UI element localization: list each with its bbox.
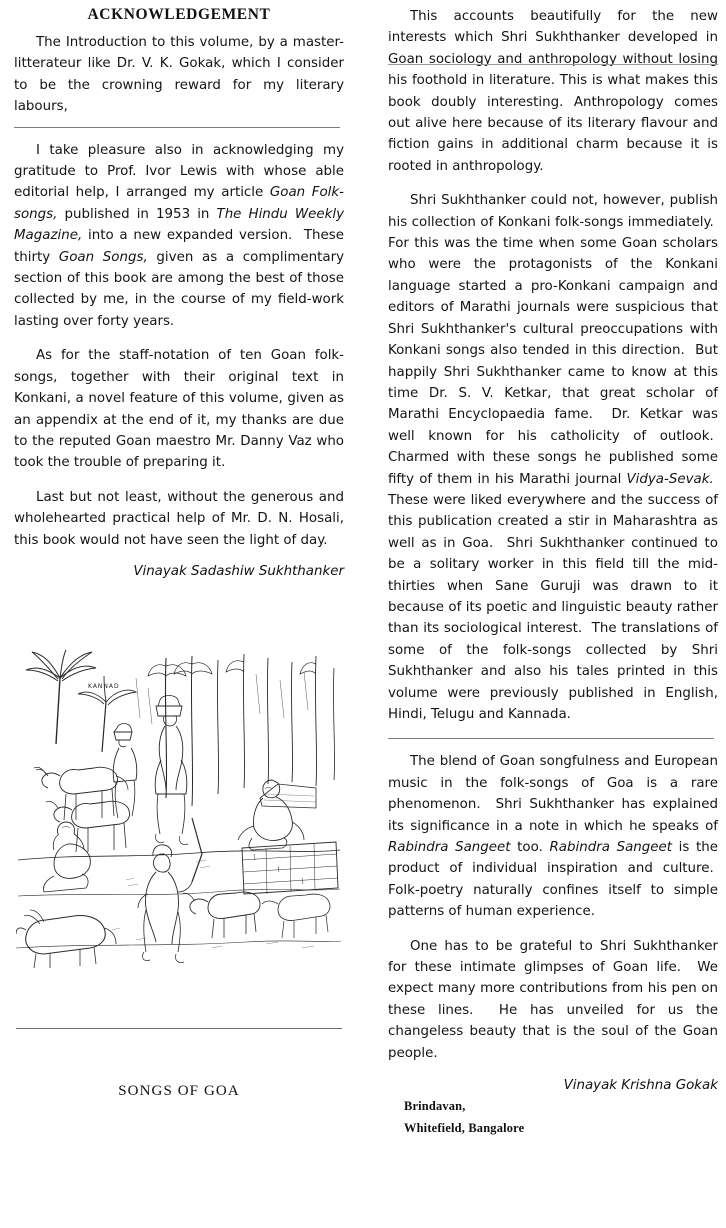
paragraph-acknowledging: I take pleasure also in acknowledging my gratitude to Prof. Ivor Lewis with whose able editorial help, I arranged my article Goan Folk-songs, published in 1953 in The Hindu Weekly Magazine, into a new expanded version. These thirty Goan Songs, given as a complimentary section of this book are among the best of those collected by me, in the course of my field-work lasting over forty years. <box>14 142 344 329</box>
paragraph-blend: The blend of Goan songfulness and European music in the folk-songs of Goa is a rare phenomenon. Shri Sukhthanker has explained its significance in a note in which he speaks of Rabindra Sangeet too. Rabindra Sangeet is the product of individual inspiration and culture. Folk-poetry naturally confines itself to simple patterns of human experience. <box>388 754 719 920</box>
address-line-1: Brindavan, <box>404 1099 466 1114</box>
paragraph-staff-notation: As for the staff-notation of ten Goan folk-songs, together with their original text in Konkani, a novel feature of this volume, given as an appendix at the end of it, my thanks are due to the reputed Goan maestro Mr. Danny Vaz who took the trouble of preparing it. <box>14 348 344 471</box>
divider-songs <box>16 1028 342 1029</box>
address-line-2: Whitefield, Bangalore <box>404 1121 525 1136</box>
divider <box>14 127 340 128</box>
section-title: SONGS OF GOA <box>118 1083 240 1099</box>
paragraph-hosali: Last but not least, without the generous and wholehearted practical help of Mr. D. N. Hosali, this book would not have seen the light of day. <box>14 489 344 548</box>
page-title: ACKNOWLEDGEMENT <box>87 6 271 23</box>
paragraph-ack-intro: The Introduction to this volume, by a master-litterateur like Dr. V. K. Gokak, which I consider to be the crowning reward for my literary labours, <box>14 35 344 115</box>
paragraph-accounts: This accounts beautifully for the new interests which Shri Sukhthanker developed in Goan sociology and anthropology without losing his foothold in literature. This is what makes this book doubly interesting. Anthropology comes out alive here because of its literary flavour and fiction gains in additional charm because it is rooted in anthropology. <box>388 9 718 174</box>
illustration-goan-village-scene <box>16 648 342 968</box>
right-column <box>388 6 718 1137</box>
signature-right: Vinayak Krishna Gokak <box>563 1078 718 1094</box>
paragraph-konkani-collection: Shri Sukhthanker could not, however, publish his collection of Konkani folk-songs immediately. For this was the time when some Goan scholars who were the protagonists of the Konkani language started a pro-Konkani campaign and editors of Marathi journals were suspicious that Shri Sukhthanker's cultural preoccupations with Konkani songs also tended in this direction. But happily Shri Sukhthanker came to know at this time Dr. S. V. Ketkar, that great scholar of Marathi Encyclopaedia fame. Dr. Ketkar was well known for his catholicity of outlook. Charmed with these songs he published some fifty of them in his Marathi journal Vidya-Sevak. These were liked everywhere and the success of this publication created a stir in Maharashtra as well as in Goa. Shri Sukhthanker continued to be a solitary worker in this field till the mid-thirties when Sane Guruji was drawn to it because of its poetic and linguistic beauty rather than its sociological interest. The translations of some of the folk-songs collected by Shri Sukhthanker and also his tales printed in this volume were previously published in English, Hindi, Telugu and Kannada. <box>388 193 718 722</box>
left-column <box>14 6 344 579</box>
paragraph-grateful: One has to be grateful to Shri Sukhthanker for these intimate glimpses of Goan life. We expect many more contributions from his pen on these lines. He has unveiled for us the changeless beauty that is the soul of the Goan people. <box>388 938 718 1061</box>
illustration-caption: KANNAD <box>88 683 120 690</box>
divider-right <box>388 738 714 739</box>
illustration-svg <box>16 648 342 968</box>
signature-left: Vinayak Sadashiw Sukhthanker <box>133 563 344 579</box>
